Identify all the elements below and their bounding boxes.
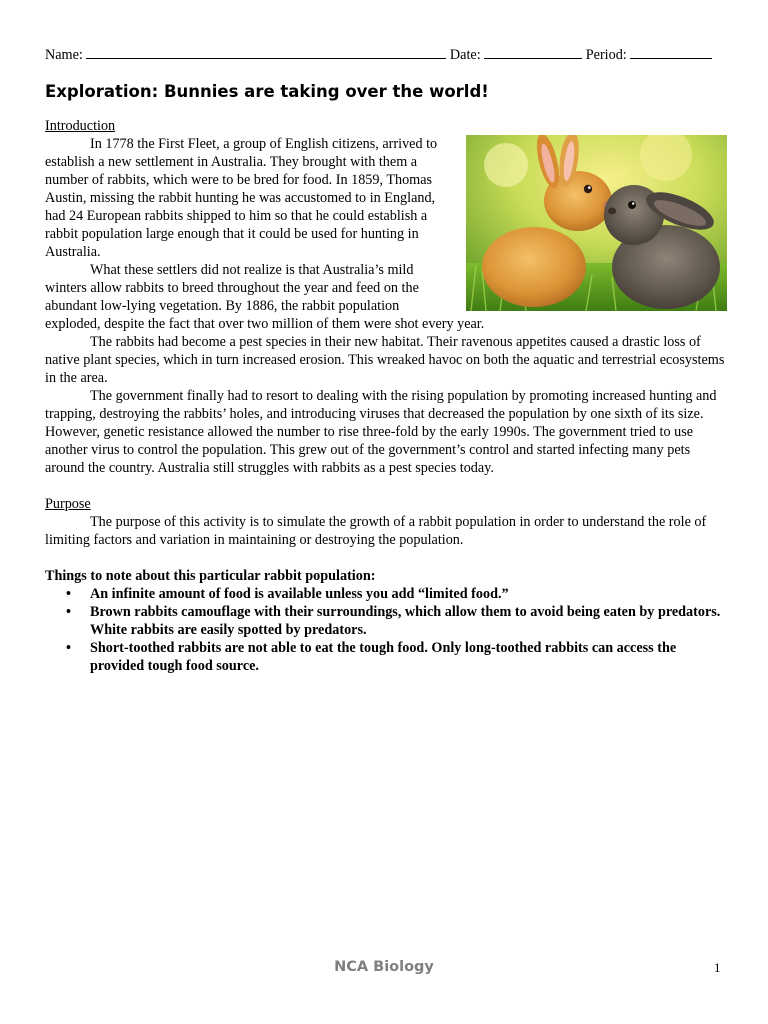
purpose-paragraph: The purpose of this activity is to simulate the growth of a rabbit population in order to understand the role of limiting factors and variation in maintaining or destroying the population.: [45, 514, 707, 548]
bullet-icon: •: [66, 604, 71, 620]
date-label: Date:: [449, 47, 481, 63]
list-item: [66, 585, 727, 603]
intro-paragraph-1: In 1778 the First Fleet, a group of English citizens, arrived to establish a new settlement in Australia. They brought with them a number of rabbits, which were to be bred for food. In 1859, Thomas Austin, missing the rabbit hunting he was accustomed to in England, had 24 European rabbits shipped to him so that he could establish a rabbit population large enough that it could be used for hunting in Australia.: [45, 136, 438, 260]
bullet-icon: •: [66, 586, 71, 602]
note-text: An infinite amount of food is available unless you add “limited food.”: [90, 586, 509, 602]
worksheet-page: [45, 45, 727, 675]
footer-title: NCA Biology: [334, 959, 434, 975]
name-label: Name:: [45, 47, 83, 63]
note-text: Brown rabbits camouflage with their surroundings, which allow them to avoid being eaten by predators. White rabbits are easily spotted by predators.: [90, 604, 721, 638]
page-number: 1: [714, 960, 721, 975]
date-blank[interactable]: [484, 45, 582, 59]
period-blank[interactable]: [630, 45, 712, 59]
notes-heading: Things to note about this particular rabbit population:: [45, 568, 376, 584]
note-text: Short-toothed rabbits are not able to eat the tough food. Only long-toothed rabbits can access the provided tough food source.: [90, 640, 677, 674]
notes-list: [45, 585, 727, 675]
intro-paragraph-2: What these settlers did not realize is that Australia’s mild winters allow rabbits to breed throughout the year and feed on the abundant low-lying vegetation. By 1886, the rabbit population exploded, despite the fact that over two million of them were shot every year.: [45, 262, 485, 332]
list-item: [66, 639, 727, 675]
rabbits-illustration: [466, 135, 727, 311]
two-rabbits-photo: [466, 135, 727, 311]
list-item: [66, 603, 727, 639]
name-blank[interactable]: [86, 45, 446, 59]
intro-paragraph-3: The rabbits had become a pest species in their new habitat. Their ravenous appetites caused a drastic loss of native plant species, which in turn increased erosion. This wreaked havoc on both the aquatic and terrestrial ecosystems in the area.: [45, 334, 725, 386]
intro-paragraph-4: The government finally had to resort to dealing with the rising population by promoting increased hunting and trapping, destroying the rabbits’ holes, and introducing viruses that decreased the population by one sixth of its size. However, genetic resistance allowed the number to rise three-fold by the early 1990s. The government tried to use another virus to control the population. This grew out of the government’s control and started infecting many pets around the country. Australia still struggles with rabbits as a pest species today.: [45, 388, 717, 476]
student-info-line: [45, 45, 727, 65]
bullet-icon: •: [66, 640, 71, 656]
page-title: Exploration: Bunnies are taking over the world!: [45, 82, 489, 101]
period-label: Period:: [585, 47, 627, 63]
introduction-heading: Introduction: [45, 118, 116, 134]
purpose-heading: Purpose: [45, 496, 91, 512]
